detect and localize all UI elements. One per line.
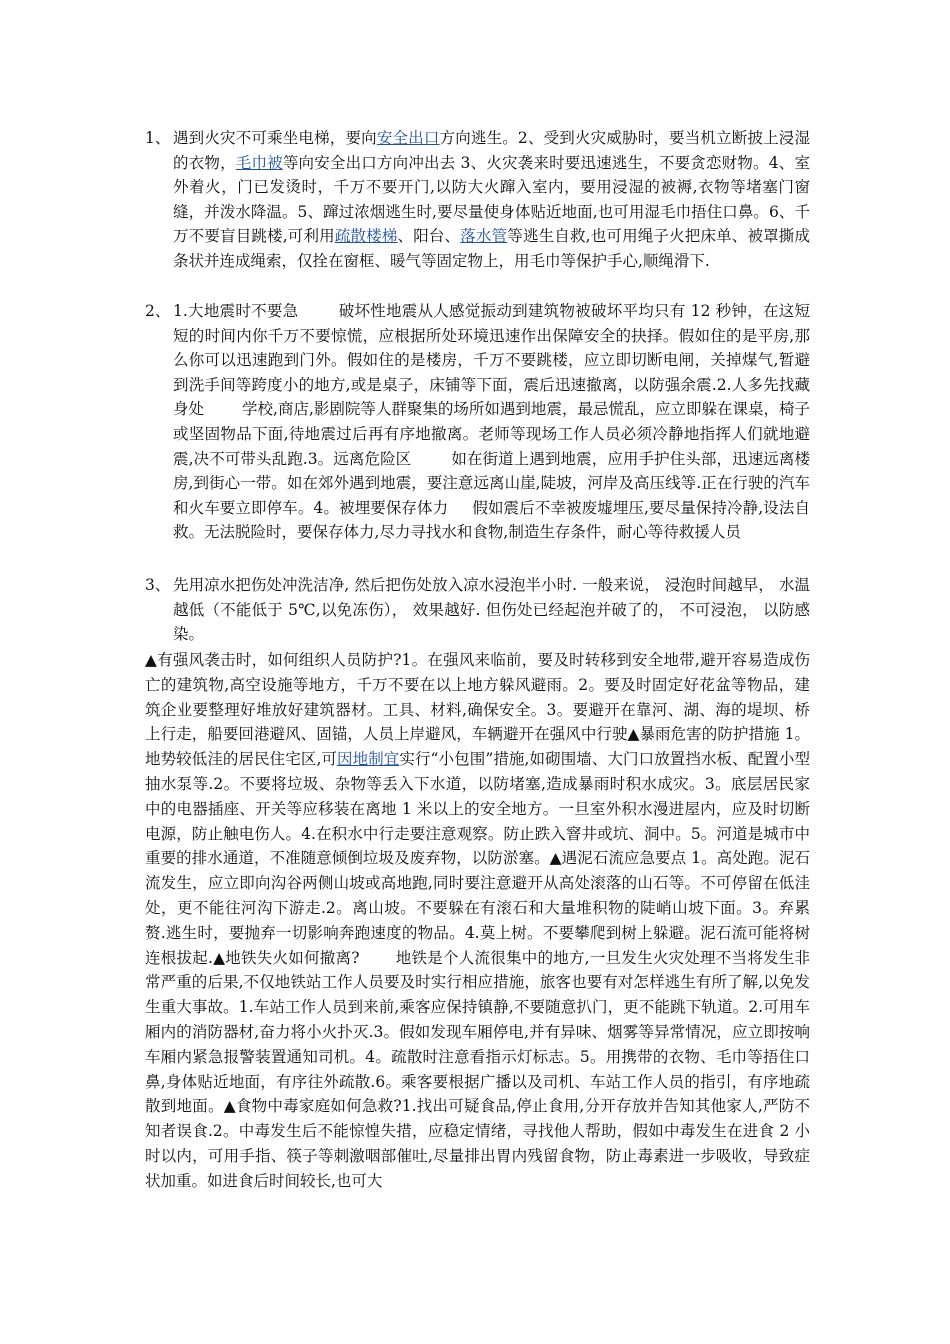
link-local-conditions[interactable]: 因地制宜 (337, 750, 400, 769)
link-drain-pipe[interactable]: 落水管 (460, 227, 508, 246)
text-run: 实行“小包围”措施,如砌围墙、大门口放置挡水板、配置小型抽水泵等.2。不要将垃圾、杂物等丢入下水道，以防堵塞,造成暴雨时积水成灾。3。底层居民家中的电器插座、开关等应移装在离地 1 米以上的安全地方。一旦室外积水漫进屋内，应及时切断电源，防止触电伤人。4.在积水中行走要注意观察。防止跌入窨井或坑、洞中。5。河道是城市中重要的排水通道，不准随意倾倒垃圾及废弃物，以防淤塞。▲遇泥石流应急要点 1。高处跑。泥石流发生，应立即向沟谷两侧山坡或高地跑,同时要注意避开从高处滚落的山石等。不可停留在低洼处，更不能往河沟下游走.2。离山坡。不要躲在有滚石和大量堆积物的陡峭山坡下面。3。弃累赘.逃生时，要抛弃一切影响奔跑速度的物品。4.莫上树。不要攀爬到树上躲避。泥石流可能将树连根拔起.▲地铁失火如何撤离? (145, 750, 810, 967)
text-run: ▲有强风袭击时，如何组织人员防护?1。在强风来临前，要及时转移到安全地带,避开容易造成伤亡的建筑物,高空设施等地方，千万不要在以上地方躲风避雨。2。要及时固定好花盆等物品，建筑企业要整理好堆放好建筑器材。工具、材料,确保安全。3。要避开在靠河、湖、海的堤坝、桥上行走，船要回港避风、固锚，人员上岸避风，车辆避开在强风中行驶▲暴雨危害的防护措施 1。地势较低洼的居民住宅区,可 (145, 651, 810, 769)
link-safety-exit[interactable]: 安全出口 (376, 129, 440, 147)
text-run: 破坏性地震从人感觉振动到建筑物被破坏平均只有 12 秒钟，在这短短的时间内你千万不要惊慌，应根据所处环境迅速作出保障安全的抉择。假如住的是平房,那么你可以迅速跑到门外。假如住的是楼房，千万不要跳楼，应立即切断电闸，关掉煤气,暂避到洗手间等跨度小的地方,或是桌子，床铺等下面，震后迅速撤离，以防强余震.2.人多先找藏身处 (173, 302, 810, 419)
list-item-2 (145, 299, 810, 545)
link-evacuation-stairs[interactable]: 疏散楼梯 (334, 227, 398, 246)
body-paragraph (145, 648, 810, 1194)
text-run: 、阳台、 (397, 227, 461, 246)
list-number: 1、 (145, 129, 171, 147)
text-run: 学校,商店,影剧院等人群聚集的场所如遇到地震，最忌慌乱，应立即躲在课桌，椅子或坚固物品下面,待地震过后再有序地撤离。老师等现场工作人员必须冷静地指挥人们就地避震,决不可带头乱跑.3。远离危险区 (173, 400, 810, 468)
list-item-text: 先用凉水把伤处冲洗洁净, 然后把伤处放入凉水浸泡半小时. 一般来说， 浸泡时间越早， 水温越低（不能低于 5℃,以免冻伤）， 效果越好. 但伤处已经起泡并破了的， 不可浸泡， 以防感染。 (173, 576, 810, 644)
list-number: 3、 (145, 576, 171, 594)
list-item-3 (145, 573, 810, 647)
list-number: 2、 (145, 302, 171, 320)
text-run: 假如震后不幸被废墟埋压,要尽量保持冷静,设法自救。无法脱险时，要保存体力,尽力寻找水和食物,制造生存条件，耐心等待救援人员 (173, 498, 810, 542)
text-run: 方向逃生。2、受到火灾威胁时，要当机立断披上浸湿的衣物， (173, 129, 810, 172)
text-run: 地铁是个人流很集中的地方,一旦发生火灾处理不当将发生非常严重的后果,不仅地铁站工作人员要及时实行相应措施，旅客也要有对怎样逃生有所了解,以免发生重大事故。1.车站工作人员到来前,乘客应保持镇静,不要随意扒门，更不能跳下轨道。2.可用车厢内的消防器材,奋力将小火扑灭.3。假如发现车厢停电,并有异味、烟雾等异常情况，应立即按响车厢内紧急报警装置通知司机。4。疏散时注意看指示灯标志。5。用携带的衣物、毛巾等捂住口鼻,身体贴近地面，有序往外疏散.6。乘客要根据广播以及司机、车站工作人员的指引，有序地疏散到地面。▲食物中毒家庭如何急救?1.找出可疑食品,停止食用,分开存放并告知其他家人,严防不知者误食.2。中毒发生后不能惊惶失措，应稳定情绪，寻找他人帮助，假如中毒发生在进食 2 小时以内，可用手指、筷子等刺激咽部催吐,尽量排出胃内残留食物，防止毒素进一步吸收，导致症状加重。如进食后时间较长,也可大 (145, 948, 810, 1190)
link-towel-quilt[interactable]: 毛巾被 (235, 153, 283, 172)
text-run: 如在街道上遇到地震，应用手护住头部，迅速远离楼房,到街心一带。如在郊外遇到地震，要注意远离山崖,陡坡，河岸及高压线等.正在行驶的汽车和火车要立即停车。4。被埋要保存体力 (173, 449, 810, 517)
text-run: 等向安全出口方向冲出去 3、火灾袭来时要迅速逃生，不要贪恋财物。4、室外着火，门已发烫时，千万不要开门,以防大火蹿入室内，要用浸湿的被褥,衣物等堵塞门窗缝，并泼水降温。5、蹿过浓烟逃生时,要尽量使身体贴近地面,也可用湿毛巾捂住口鼻。6、千万不要盲目跳楼,可利用 (173, 153, 810, 246)
list-item-text (173, 126, 810, 274)
list-item-1 (145, 126, 810, 274)
text-run: 遇到火灾不可乘坐电梯，要向 (173, 129, 377, 147)
text-run: 等逃生自救,也可用绳子火把床单、被罩撕成条状并连成绳索，仅拴在窗框、暖气等固定物上，用毛巾等保护手心,顺绳滑下. (173, 227, 810, 270)
list-item-text (173, 299, 810, 545)
text-run: 1.大地震时不要急 (173, 302, 299, 320)
